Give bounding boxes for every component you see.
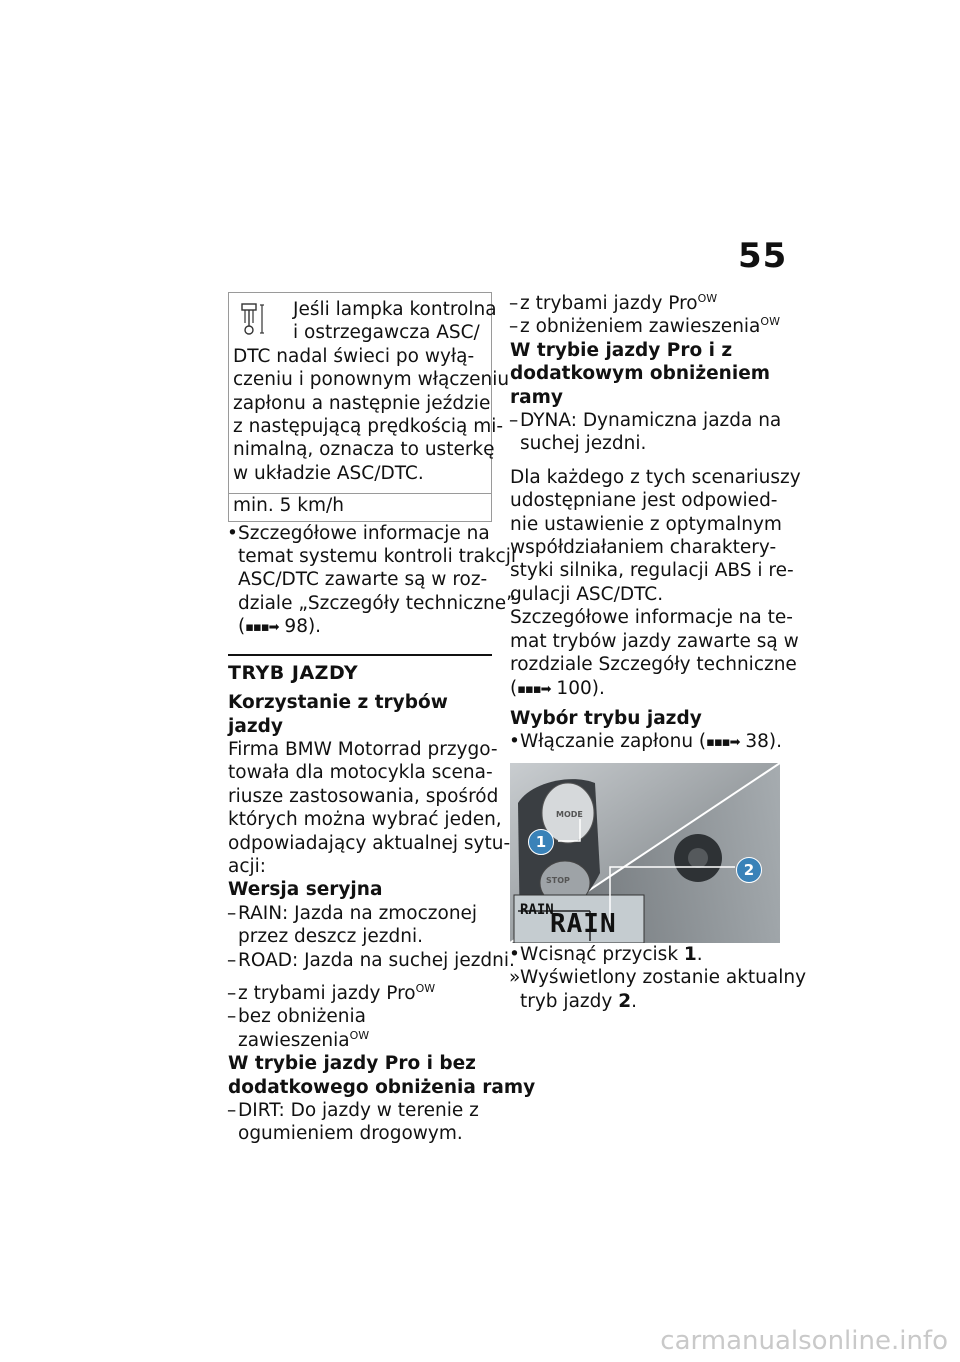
text-line: rozdziale Szczegóły techniczne	[510, 654, 797, 676]
note-line: Jeśli lampka kontrolna	[293, 299, 497, 320]
result-item	[510, 966, 807, 1013]
text-line: towała dla motocykla scena-	[228, 762, 493, 784]
button-ref-number: 1	[683, 943, 697, 965]
note-line: w układzie ASC/DTC.	[233, 462, 424, 484]
text: Włączanie zapłonu (	[520, 731, 707, 753]
option-marker: OW	[349, 1028, 370, 1042]
text-line: riusze zastosowania, spośród	[228, 785, 499, 807]
text: z obniżeniem zawieszenia	[520, 316, 761, 338]
text: .	[696, 943, 703, 965]
callout-2: 2	[736, 857, 762, 883]
page-number: 55	[738, 236, 788, 276]
text-line: udostępniane jest odpowied-	[510, 490, 778, 512]
text-line: ASC/DTC zawarte są w roz-	[238, 569, 488, 591]
text-line: gulacji ASC/DTC.	[510, 583, 664, 605]
right-column	[510, 291, 807, 1013]
page-ref-link[interactable]: 38).	[739, 731, 783, 753]
display-ref-number: 2	[618, 990, 632, 1012]
lcd-big-text: RAIN	[550, 908, 617, 939]
text: tryb jazdy	[520, 990, 619, 1012]
text-line: suchej jezdni.	[520, 433, 647, 455]
text: z trybami jazdy Pro	[520, 293, 698, 314]
text-line: mat trybów jazdy zawarte są w	[510, 630, 799, 652]
note-line: zapłonu a następnie jeździe	[233, 392, 491, 414]
subheading-pro-lowering	[510, 339, 782, 409]
page-ref-arrow-icon: ▪▪▪➡	[245, 620, 279, 636]
item-dirt	[228, 1099, 492, 1146]
option-no-lowering	[228, 1005, 492, 1052]
section-divider	[228, 654, 492, 685]
page-ref-link[interactable]: 100).	[550, 677, 605, 699]
paragraph-details	[510, 606, 799, 701]
watermark-text[interactable]: carmanualsonline.info	[660, 1326, 948, 1356]
paragraph-scenarios	[510, 466, 801, 606]
text-line: ramy	[510, 386, 563, 408]
lcd-small-text: RAIN	[520, 901, 554, 918]
paragraph-intro	[228, 738, 511, 878]
left-column	[228, 292, 536, 1146]
text-line: • Szczegółowe informacje na	[238, 522, 490, 544]
option-pro	[228, 982, 492, 1005]
footer-watermark	[0, 1320, 960, 1362]
text-line: dodatkowym obniżeniem	[510, 363, 771, 385]
text-line: – RAIN: Jazda na zmoczonej	[238, 902, 478, 924]
text-line: – DYNA: Dynamiczna jazda na	[520, 410, 782, 432]
note-line: DTC nadal świeci po wyłą-	[233, 345, 475, 367]
text-line: nie ustawienie z optymalnym	[510, 513, 782, 535]
note-line: czeniu i ponownym włączeniu	[233, 369, 510, 391]
min-speed: min. 5 km/h	[229, 493, 491, 520]
note-line: z następującą prędkością mi-	[233, 416, 504, 438]
text-line: przez deszcz jezdni.	[238, 926, 423, 948]
ref-paren: (	[510, 677, 518, 699]
text-line: ogumieniem drogowym.	[238, 1123, 463, 1145]
text: bez obniżenia zawieszenia	[238, 1006, 366, 1051]
text-line: – DIRT: Do jazdy w terenie z	[238, 1100, 479, 1121]
bullet-press-button	[510, 943, 782, 966]
subheading-using-modes: Korzystanie z trybów jazdy	[228, 692, 448, 737]
option-lowering	[510, 315, 782, 338]
note-line: nimalną, oznacza to usterkę	[233, 439, 495, 461]
text-line: dziale „Szczegóły techniczne”	[238, 592, 516, 614]
mode-button-label: MODE	[556, 809, 583, 819]
text-line: W trybie jazdy Pro i z	[510, 339, 733, 361]
warning-lamp-icon	[239, 301, 267, 337]
ref-paren: (	[238, 616, 246, 638]
option-marker: OW	[760, 315, 780, 329]
section-title: TRYB JAZDY	[228, 661, 359, 684]
option-pro	[510, 292, 782, 315]
bullet-asc-dtc-info	[228, 522, 517, 640]
callout-1: 1	[528, 829, 554, 855]
text-line: Szczegółowe informacje na te-	[510, 607, 793, 629]
text-line: których można wybrać jeden,	[228, 809, 502, 831]
page-ref-link[interactable]: 98).	[278, 616, 322, 638]
note-line: i ostrzegawcza ASC/	[293, 322, 480, 344]
mode-button-figure	[510, 763, 780, 943]
text-line: odpowiadający aktualnej sytu-	[228, 832, 511, 854]
text-line: styki silnika, regulacji ABS i re-	[510, 560, 794, 582]
page-ref-arrow-icon: ▪▪▪➡	[706, 735, 740, 751]
option-marker: OW	[415, 981, 436, 995]
text-line: Dla każdego z tych scenariuszy	[510, 466, 801, 488]
text-line: Firma BMW Motorrad przygo-	[228, 738, 498, 760]
warning-note-box	[228, 292, 510, 522]
text-line: współdziałaniem charaktery-	[510, 537, 777, 559]
text-line: dodatkowego obniżenia ramy	[228, 1076, 536, 1098]
text-line: acji:	[228, 855, 267, 877]
item-dyna	[510, 409, 782, 456]
subheading-pro-no-lowering	[228, 1052, 536, 1099]
subheading-select-mode: Wybór trybu jazdy	[510, 707, 702, 729]
option-marker: OW	[697, 291, 718, 305]
subheading-series: Wersja seryjna	[228, 879, 383, 901]
text: .	[631, 990, 637, 1012]
page-ref-arrow-icon: ▪▪▪➡	[517, 681, 551, 697]
item-road	[228, 949, 515, 972]
item-rain	[228, 902, 492, 949]
bullet-ignition	[510, 730, 782, 754]
text-line: W trybie jazdy Pro i bez	[228, 1053, 476, 1075]
text-line: » Wyświetlony zostanie aktualny	[520, 967, 807, 989]
stop-button-label: STOP	[546, 875, 570, 885]
text-line: – ROAD: Jazda na suchej jezdni.	[238, 949, 515, 971]
text-line: temat systemu kontroli trakcji	[238, 546, 517, 568]
text: z trybami jazdy Pro	[238, 982, 416, 1004]
text: Wcisnąć przycisk	[520, 943, 684, 965]
